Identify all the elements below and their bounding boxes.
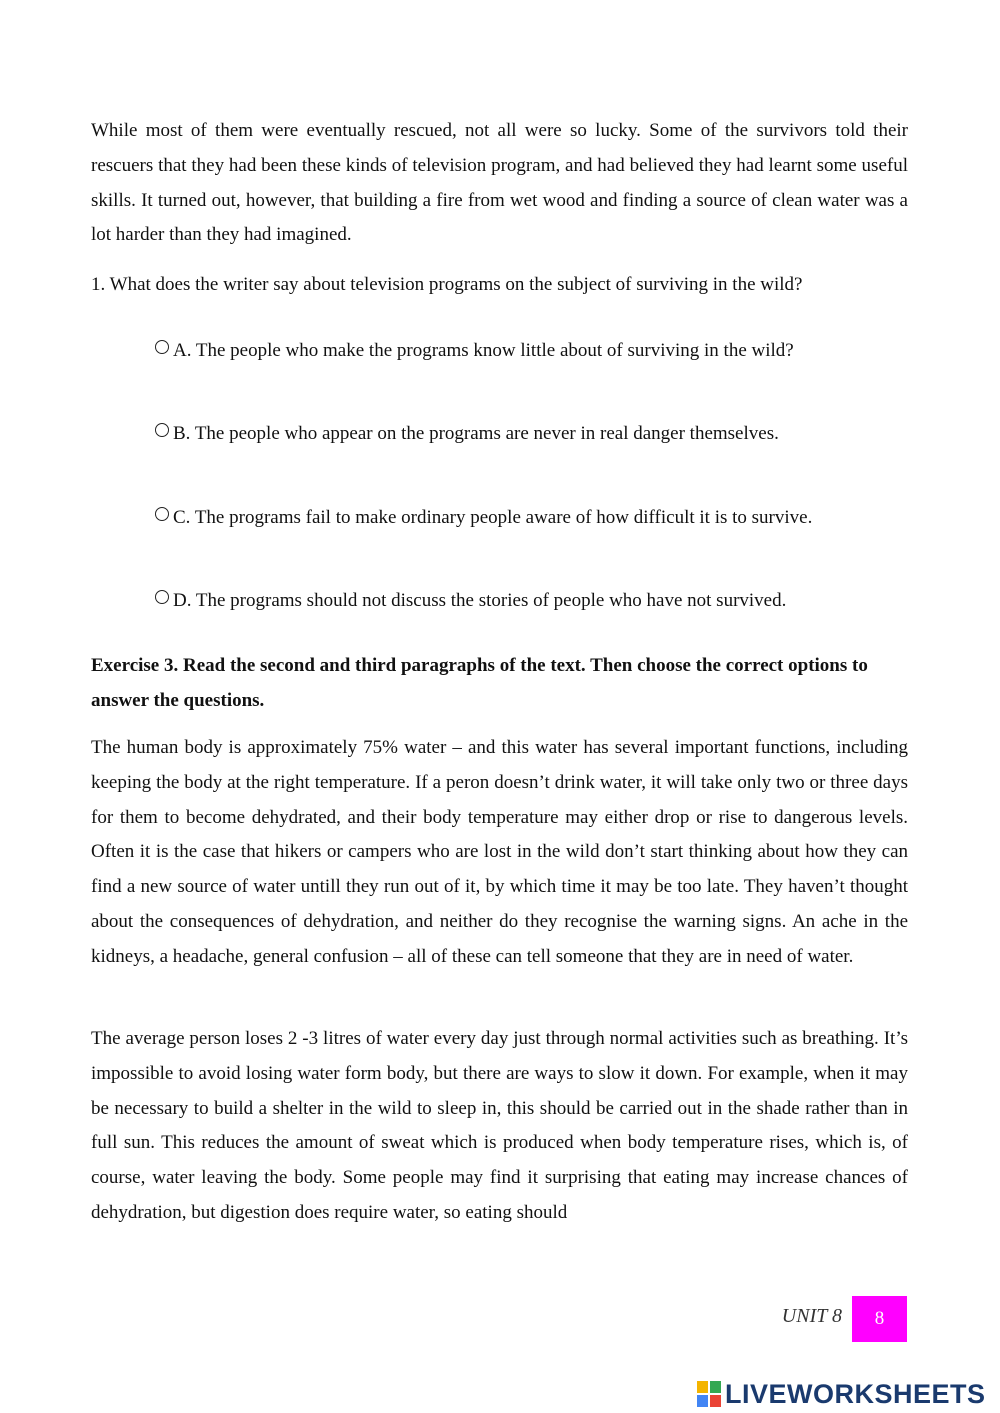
radio-option-a[interactable] xyxy=(155,340,169,354)
exercise-3-paragraph-2: The human body is approximately 75% water – and this water has several important functions, including keeping the body at the right temperature. If a peron doesn’t drink water, it will take only two or three days for them to become dehydrated, and their body temperature may either drop or rise to dangerous levels. Often it is the case that hikers or campers who are lost in the wild don’t start thinking about how they can find a new source of water untill they run out of it, by which time it may be too late. They haven’t thought about the consequences of dehydration, and neither do they recognise the warning signs. An ache in the kidneys, a headache, general confusion – all of these can tell someone that they are in need of water. xyxy=(91,737,908,967)
option-d-label: D. The programs should not discuss the stories of people who have not survived. xyxy=(173,590,787,611)
option-d[interactable] xyxy=(155,586,915,616)
brand-name: LIVEWORKSHEETS xyxy=(725,1378,986,1409)
exercise-3-paragraph-3: The average person loses 2 -3 litres of water every day just through normal activities such as breathing. It’s impossible to avoid losing water form body, but there are ways to slow it down. For example, when it may be necessary to build a shelter in the wild to sleep in, this should be carried out in the shade rather than in full sun. This reduces the amount of sweat which is produced when body temperature rises, which is, of course, water leaving the body. Some people may find it surprising that eating may increase chances of dehydration, but digestion does require water, so eating should xyxy=(91,1028,908,1223)
option-c[interactable] xyxy=(155,503,915,533)
option-a[interactable] xyxy=(155,336,915,366)
option-b-label: B. The people who appear on the programs are never in real danger themselves. xyxy=(173,423,779,444)
radio-option-d[interactable] xyxy=(155,590,169,604)
question-1-text: 1. What does the writer say about television programs on the subject of surviving in the wild? xyxy=(91,274,803,295)
page-number-badge: 8 xyxy=(852,1296,907,1342)
unit-label: UNIT 8 xyxy=(781,1305,842,1327)
brand-logo xyxy=(697,1377,986,1411)
radio-option-c[interactable] xyxy=(155,507,169,521)
option-a-label: A. The people who make the programs know little about of surviving in the wild? xyxy=(173,340,794,361)
exercise-3-heading: Exercise 3. Read the second and third paragraphs of the text. Then choose the correct options to answer the questions. xyxy=(91,655,868,711)
option-b[interactable] xyxy=(155,419,915,449)
radio-option-b[interactable] xyxy=(155,423,169,437)
liveworksheets-logo-icon xyxy=(697,1381,721,1407)
passage-paragraph-1: While most of them were eventually rescued, not all were so lucky. Some of the survivors told their rescuers that they had been these kinds of television program, and had believed they had learnt some useful skills. It turned out, however, that building a fire from wet wood and finding a source of clean water was a lot harder than they had imagined. xyxy=(91,120,908,246)
option-c-label: C. The programs fail to make ordinary people aware of how difficult it is to survive. xyxy=(173,507,813,528)
